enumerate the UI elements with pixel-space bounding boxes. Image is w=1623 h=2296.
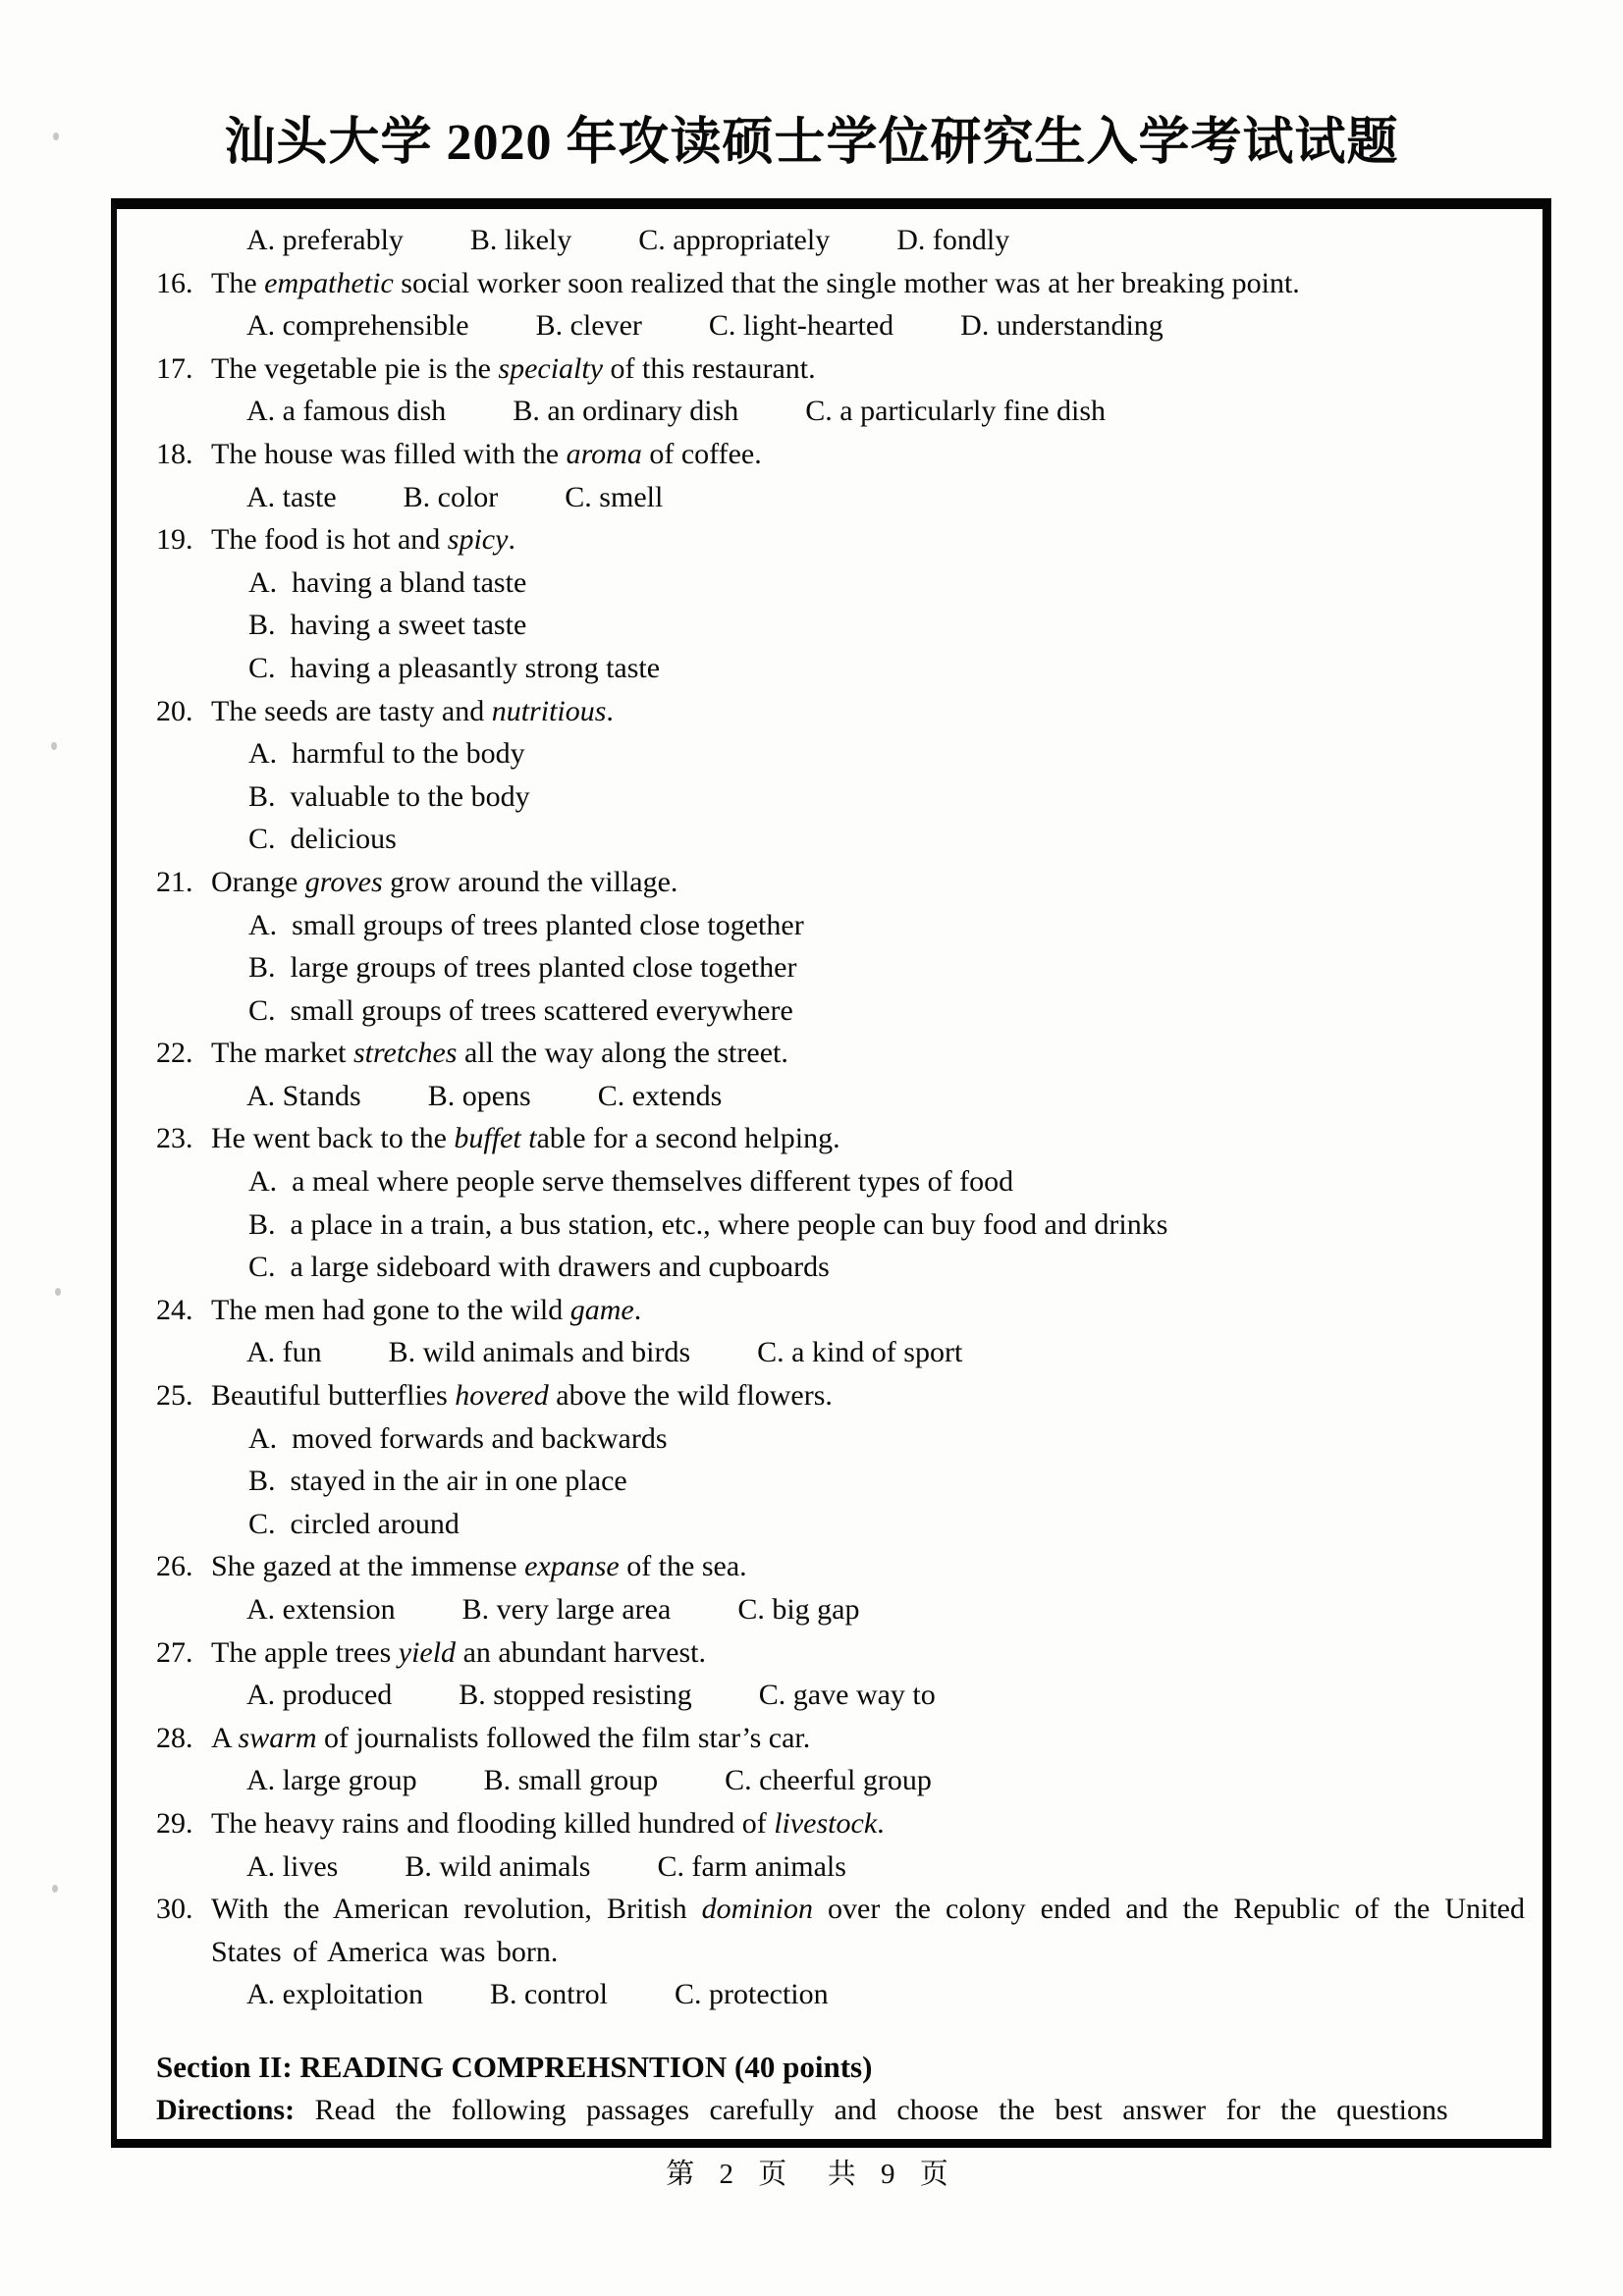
option: C. big gap <box>737 1593 860 1626</box>
stem-text: The seeds are tasty and <box>211 694 492 727</box>
option: B. stopped resisting <box>459 1679 692 1712</box>
option: A. exploitation <box>246 1978 423 2011</box>
section-heading: Section II: READING COMPREHSNTION (40 points) <box>156 2049 873 2084</box>
option: A. large group <box>246 1764 417 1797</box>
option: C. smell <box>565 480 664 513</box>
question-line <box>156 518 1525 561</box>
question-number: 29. <box>156 1806 193 1840</box>
question-stem <box>211 690 1525 733</box>
italic-term: nutritious <box>491 694 607 727</box>
italic-term: spicy <box>447 523 509 557</box>
stem-text: The vegetable pie is the <box>211 351 499 385</box>
option-row <box>156 1759 1525 1802</box>
option-row <box>156 1674 1525 1717</box>
directions <box>156 2089 1525 2132</box>
question-line <box>156 1545 1525 1588</box>
question-number: 28. <box>156 1721 193 1754</box>
option: B. an ordinary dish <box>513 395 739 428</box>
option: D. understanding <box>960 309 1163 343</box>
option: C. a large sideboard with drawers and cupboards <box>248 1251 830 1284</box>
option: A. a meal where people serve themselves different types of food <box>248 1165 1014 1199</box>
question-number: 22. <box>156 1037 193 1070</box>
stem-text: above the wild flowers. <box>548 1379 833 1413</box>
question-line <box>156 1802 1525 1845</box>
stem-text: The <box>211 266 265 299</box>
question-number: 19. <box>156 523 193 557</box>
option: A. moved forwards and backwards <box>248 1421 668 1455</box>
option: B. small group <box>483 1764 659 1797</box>
option: C. extends <box>597 1079 723 1112</box>
option: C. a particularly fine dish <box>805 395 1107 428</box>
stem-text: over the colony ended and the Republic of the United States of America was born. <box>211 1893 1525 1968</box>
italic-term: stretches <box>352 1037 458 1070</box>
option: C. appropriately <box>638 224 831 256</box>
italic-term: buffet t <box>454 1122 537 1155</box>
question-line <box>156 1117 1525 1160</box>
question-stem <box>211 1032 1525 1075</box>
question-line <box>156 347 1525 391</box>
stem-text: social worker soon realized that the single mother was at her breaking point. <box>393 266 1300 299</box>
option-row <box>156 304 1525 347</box>
stem-text: The apple trees <box>211 1635 399 1669</box>
option: D. fondly <box>896 224 1010 256</box>
option: B. opens <box>427 1079 531 1112</box>
question-stem <box>211 861 1525 904</box>
stem-text: The men had gone to the wild <box>211 1293 570 1326</box>
scan-speck <box>55 1288 61 1296</box>
italic-term: hovered <box>455 1379 549 1413</box>
question-line <box>156 433 1525 476</box>
question-stem <box>211 1374 1525 1417</box>
option: C. gave way to <box>758 1679 936 1712</box>
question-number: 20. <box>156 694 193 727</box>
question-number: 23. <box>156 1122 193 1155</box>
question-number: 17. <box>156 351 193 385</box>
question-line <box>156 1717 1525 1760</box>
option-row <box>156 219 1525 262</box>
option: B. wild animals <box>405 1849 591 1883</box>
italic-term: dominion <box>701 1893 813 1926</box>
question-number: 24. <box>156 1293 193 1326</box>
option: A. preferably <box>246 224 404 256</box>
question-stem <box>211 518 1525 561</box>
stem-text: . <box>633 1293 642 1326</box>
question-stem <box>211 433 1525 476</box>
question-stem <box>211 1117 1525 1160</box>
option: B. likely <box>469 224 572 256</box>
question-line <box>156 1032 1525 1075</box>
question-number: 25. <box>156 1379 193 1413</box>
stem-text: . <box>877 1806 885 1840</box>
stem-text: Orange <box>211 865 305 898</box>
page-title: 汕头大学 2020 年攻读硕士学位研究生入学考试试题 <box>224 115 1399 171</box>
scan-speck <box>53 133 59 140</box>
question-number: 18. <box>156 437 193 470</box>
question-stem <box>211 1545 1525 1588</box>
option: A. lives <box>246 1849 339 1883</box>
stem-text: The market <box>211 1037 353 1070</box>
stem-text: With the American revolution, British <box>211 1893 702 1926</box>
option-row <box>156 390 1525 433</box>
option: A. Stands <box>246 1079 361 1112</box>
option: C. cheerful group <box>725 1764 932 1797</box>
option: B. having a sweet taste <box>248 609 527 642</box>
option-row <box>156 1973 1525 2016</box>
stem-text: He went back to the <box>211 1122 455 1155</box>
question-box <box>111 198 1551 2148</box>
stem-text: of coffee. <box>641 437 762 470</box>
option-row <box>156 1331 1525 1374</box>
question-line <box>156 1289 1525 1332</box>
option: C. having a pleasantly strong taste <box>248 651 661 684</box>
italic-term: swarm <box>238 1721 317 1754</box>
stem-text: able for a second helping. <box>536 1122 840 1155</box>
stem-text: of the sea. <box>619 1550 747 1583</box>
option: C. small groups of trees scattered everywhere <box>248 993 793 1027</box>
spacer <box>156 2016 1525 2046</box>
italic-term: game <box>569 1293 634 1326</box>
question-number: 27. <box>156 1635 193 1669</box>
option: A. harmful to the body <box>248 737 525 771</box>
question-number: 21. <box>156 865 193 898</box>
option: B. large groups of trees planted close together <box>248 951 797 985</box>
italic-term: specialty <box>498 351 604 385</box>
stem-text: She gazed at the immense <box>211 1550 525 1583</box>
stem-text: all the way along the street. <box>457 1037 788 1070</box>
option: C. farm animals <box>657 1849 846 1883</box>
option: A. small groups of trees planted close together <box>248 908 804 941</box>
option: A. produced <box>246 1679 393 1712</box>
stem-text: The heavy rains and flooding killed hundred of <box>211 1806 775 1840</box>
option: B. color <box>403 480 499 513</box>
directions-text: Read the following passages carefully and choose the best answer for the questions <box>295 2093 1448 2126</box>
italic-term: aroma <box>566 437 642 470</box>
scan-speck <box>52 1885 58 1893</box>
stem-text: The house was filled with the <box>211 437 567 470</box>
option: C. circled around <box>248 1507 460 1540</box>
page-footer: 第 2 页 共 9 页 <box>666 2159 957 2190</box>
option-row <box>156 1075 1525 1118</box>
option-row <box>156 476 1525 519</box>
italic-term: yield <box>398 1635 457 1669</box>
question-line <box>156 861 1525 904</box>
stem-text: . <box>606 694 614 727</box>
scan-speck <box>51 742 57 750</box>
question-line <box>156 262 1525 305</box>
question-stem <box>211 1717 1525 1760</box>
option: A. having a bland taste <box>248 565 527 599</box>
option: B. a place in a train, a bus station, etc., where people can buy food and drinks <box>248 1207 1168 1241</box>
stem-text: an abundant harvest. <box>456 1635 706 1669</box>
italic-term: livestock <box>774 1806 878 1840</box>
directions-label: Directions: <box>156 2093 296 2126</box>
question-stem <box>211 1631 1525 1675</box>
option: B. control <box>489 1978 608 2011</box>
option: B. wild animals and birds <box>388 1336 691 1369</box>
italic-term: expanse <box>524 1550 620 1583</box>
stem-text: . <box>508 523 515 557</box>
question-line <box>156 1888 1525 1973</box>
italic-term: empathetic <box>264 266 394 299</box>
option-row <box>156 1588 1525 1631</box>
option: A. comprehensible <box>246 309 469 343</box>
question-stem <box>211 1802 1525 1845</box>
question-line <box>156 1374 1525 1417</box>
option: B. very large area <box>461 1593 672 1626</box>
option: A. taste <box>246 480 337 513</box>
option: C. light-hearted <box>708 309 894 343</box>
option: B. clever <box>535 309 642 343</box>
italic-term: groves <box>304 865 383 898</box>
option-row <box>156 1845 1525 1889</box>
question-stem <box>211 347 1525 391</box>
option: B. valuable to the body <box>248 779 530 813</box>
question-number: 16. <box>156 266 193 299</box>
stem-text: Beautiful butterflies <box>211 1379 456 1413</box>
question-stem <box>211 262 1525 305</box>
question-line <box>156 1631 1525 1675</box>
question-number: 30. <box>156 1893 193 1926</box>
stem-text: of journalists followed the film star’s car. <box>316 1721 811 1754</box>
stem-text: A <box>211 1721 239 1754</box>
question-stem <box>211 1289 1525 1332</box>
question-line <box>156 690 1525 733</box>
stem-text: grow around the village. <box>382 865 678 898</box>
question-number: 26. <box>156 1550 193 1583</box>
stem-text: of this restaurant. <box>603 351 816 385</box>
option: C. protection <box>674 1978 829 2011</box>
stem-text: The food is hot and <box>211 523 448 557</box>
option: A. extension <box>246 1593 396 1626</box>
option: A. a famous dish <box>246 395 447 428</box>
question-stem <box>211 1888 1525 1973</box>
option: A. fun <box>246 1336 322 1369</box>
option: C. delicious <box>248 823 397 856</box>
option: B. stayed in the air in one place <box>248 1465 627 1498</box>
option: C. a kind of sport <box>757 1336 963 1369</box>
